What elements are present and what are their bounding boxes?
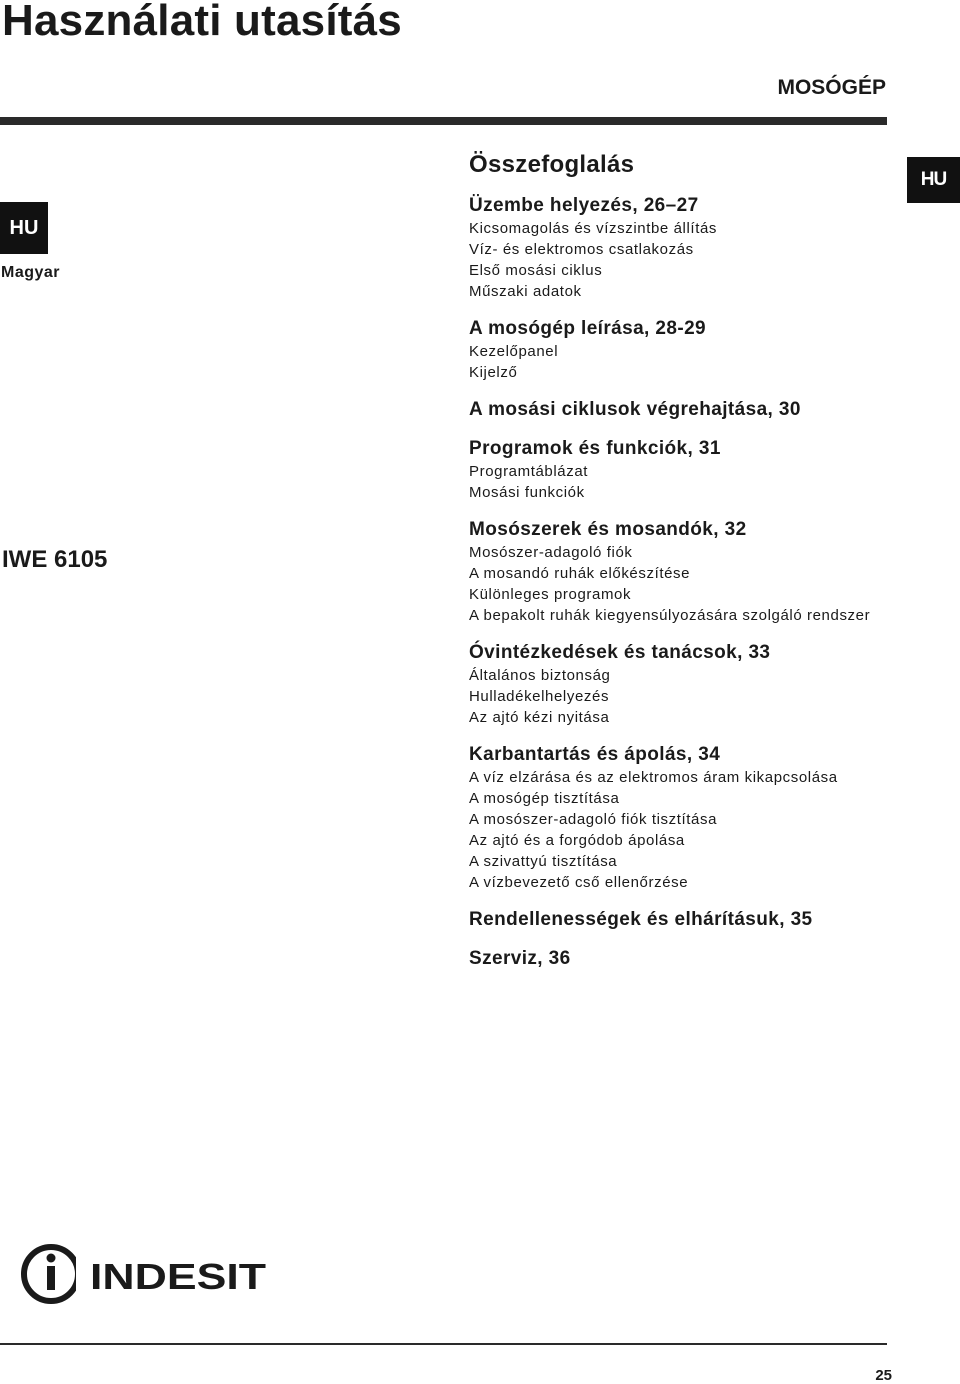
toc-section-heading[interactable]: Karbantartás és ápolás, 34 <box>469 744 721 765</box>
toc-section-heading[interactable]: A mosógép leírása, 28-29 <box>469 318 706 339</box>
toc-item[interactable]: Hulladékelhelyezés <box>469 688 610 705</box>
toc-section-heading[interactable]: A mosási ciklusok végrehajtása, 30 <box>469 399 801 420</box>
toc-section <box>469 194 899 302</box>
toc-section <box>469 398 899 422</box>
toc-item[interactable]: Különleges programok <box>469 586 632 603</box>
toc-item[interactable]: Kijelző <box>469 364 518 381</box>
toc-section <box>469 317 899 383</box>
toc-item[interactable]: A bepakolt ruhák kiegyensúlyozására szolgáló rendszer <box>469 607 871 624</box>
indesit-logo <box>20 1240 270 1308</box>
toc-item[interactable]: A mosógép tisztítása <box>469 790 620 807</box>
toc-sections <box>469 194 899 971</box>
language-tab-label: HU <box>920 169 947 190</box>
toc-item[interactable]: Mosási funkciók <box>469 484 585 501</box>
toc-title: Összefoglalás <box>469 151 635 178</box>
page-number: 25 <box>875 1367 892 1384</box>
toc-section-heading[interactable]: Szerviz, 36 <box>469 948 571 969</box>
toc-item[interactable]: Víz- és elektromos csatlakozás <box>469 241 694 258</box>
toc-item[interactable]: A szivattyú tisztítása <box>469 853 618 870</box>
toc-item[interactable]: Programtáblázat <box>469 463 589 480</box>
toc-section <box>469 437 899 503</box>
toc-item[interactable]: A mosandó ruhák előkészítése <box>469 565 691 582</box>
toc-item[interactable]: Az ajtó kézi nyitása <box>469 709 610 726</box>
toc-item[interactable]: A mosószer-adagoló fiók tisztítása <box>469 811 718 828</box>
toc-section <box>469 908 899 932</box>
page-title: Használati utasítás <box>2 0 402 45</box>
svg-text:INDESIT: INDESIT <box>90 1256 267 1297</box>
toc-section <box>469 743 899 893</box>
toc-item[interactable]: Kezelőpanel <box>469 343 559 360</box>
toc-item[interactable]: Általános biztonság <box>469 667 611 684</box>
toc-item[interactable]: Kicsomagolás és vízszintbe állítás <box>469 220 717 237</box>
language-name: Magyar <box>1 264 61 281</box>
toc-item[interactable]: A vízbevezető cső ellenőrzése <box>469 874 689 891</box>
toc-item[interactable]: Mosószer-adagoló fiók <box>469 544 633 561</box>
top-divider <box>0 117 887 125</box>
toc-section-heading[interactable]: Rendellenességek és elhárításuk, 35 <box>469 909 813 930</box>
table-of-contents <box>469 150 899 986</box>
language-code-badge <box>0 202 48 254</box>
language-tab[interactable] <box>907 157 960 203</box>
toc-item[interactable]: Az ajtó és a forgódob ápolása <box>469 832 685 849</box>
toc-section <box>469 947 899 971</box>
toc-section-heading[interactable]: Üzembe helyezés, 26–27 <box>469 195 699 216</box>
toc-section <box>469 518 899 626</box>
toc-section-heading[interactable]: Óvintézkedések és tanácsok, 33 <box>469 642 771 663</box>
language-code: HU <box>9 216 39 239</box>
toc-section-heading[interactable]: Programok és funkciók, 31 <box>469 438 721 459</box>
toc-section <box>469 641 899 728</box>
indesit-logo-icon <box>20 1240 270 1308</box>
model-number: IWE 6105 <box>2 546 108 573</box>
bottom-divider <box>0 1343 887 1345</box>
category-label: MOSÓGÉP <box>777 76 886 99</box>
toc-item[interactable]: Első mosási ciklus <box>469 262 603 279</box>
toc-section-heading[interactable]: Mosószerek és mosandók, 32 <box>469 519 747 540</box>
toc-item[interactable]: A víz elzárása és az elektromos áram kikapcsolása <box>469 769 838 786</box>
toc-item[interactable]: Műszaki adatok <box>469 283 582 300</box>
